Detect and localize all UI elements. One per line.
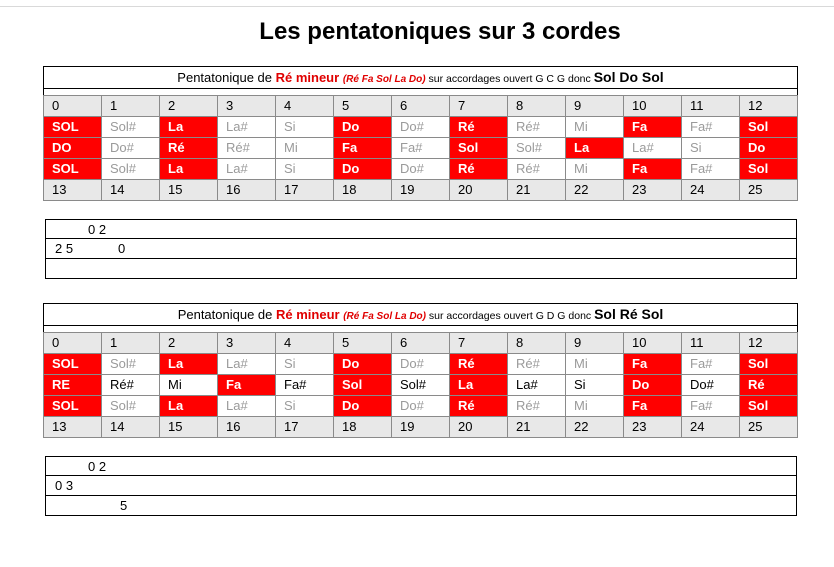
fret-number: 6: [392, 333, 450, 354]
fret-number: 11: [682, 96, 740, 117]
note-cell: Mi: [566, 117, 624, 138]
tablature-2: [45, 456, 797, 516]
scale-note-cell: La: [160, 354, 218, 375]
tab-line: [45, 219, 797, 239]
string-row: [44, 138, 798, 159]
scale-note-cell: La: [566, 138, 624, 159]
fret-number: 19: [392, 417, 450, 438]
fret-number: 6: [392, 96, 450, 117]
fret-number: 7: [450, 333, 508, 354]
fret-number: 2: [160, 333, 218, 354]
scale-section-1: [43, 66, 798, 201]
scale-note-cell: Ré: [740, 375, 798, 396]
scale-note-cell: La: [450, 375, 508, 396]
note-cell: Fa#: [682, 396, 740, 417]
note-cell: La#: [218, 396, 276, 417]
note-cell: Si: [276, 354, 334, 375]
note-cell: Ré#: [508, 159, 566, 180]
tablature-1: [45, 219, 797, 279]
fret-number: 5: [334, 333, 392, 354]
fret-number: 11: [682, 333, 740, 354]
scale-note-cell: La: [160, 159, 218, 180]
fret-number: 13: [44, 417, 102, 438]
scale-note-cell: SOL: [44, 117, 102, 138]
note-cell: Si: [276, 117, 334, 138]
fret-number: 3: [218, 96, 276, 117]
note-cell: La#: [218, 354, 276, 375]
scale-note-cell: Do: [334, 117, 392, 138]
scale-note-cell: Ré: [450, 354, 508, 375]
note-cell: Fa#: [392, 138, 450, 159]
tab-line: [45, 496, 797, 516]
fret-number: 4: [276, 333, 334, 354]
scale-note-cell: Fa: [218, 375, 276, 396]
fret-number: 10: [624, 96, 682, 117]
scale-note-cell: Sol: [740, 354, 798, 375]
fret-number: 13: [44, 180, 102, 201]
note-cell: Fa#: [682, 159, 740, 180]
header-tuning-text: sur accordages ouvert G D G donc: [426, 310, 595, 322]
note-cell: Ré#: [102, 375, 160, 396]
note-cell: Fa#: [276, 375, 334, 396]
note-cell: Sol#: [102, 159, 160, 180]
string-row: [44, 159, 798, 180]
note-cell: Fa#: [682, 354, 740, 375]
fret-number: 16: [218, 180, 276, 201]
fret-number: 23: [624, 417, 682, 438]
fret-number: 9: [566, 96, 624, 117]
fret-number: 25: [740, 180, 798, 201]
tab-frets: 0 2: [88, 459, 107, 474]
note-cell: Sol#: [508, 138, 566, 159]
header-spacer: [43, 88, 798, 95]
fret-number: 7: [450, 96, 508, 117]
note-cell: La#: [508, 375, 566, 396]
note-cell: Si: [566, 375, 624, 396]
scale-note-cell: Do: [740, 138, 798, 159]
scale-note-cell: Sol: [450, 138, 508, 159]
header-tuning: Sol Do Sol: [593, 69, 664, 85]
note-cell: Mi: [566, 159, 624, 180]
fret-number: 19: [392, 180, 450, 201]
note-cell: Mi: [566, 396, 624, 417]
fret-number: 12: [740, 96, 798, 117]
fret-number: 23: [624, 180, 682, 201]
fret-number: 14: [102, 180, 160, 201]
note-cell: Ré#: [508, 396, 566, 417]
scale-note-cell: Do: [334, 396, 392, 417]
tab-line: [45, 239, 797, 259]
fret-number: 18: [334, 180, 392, 201]
string-row: [44, 375, 798, 396]
fret-number-row-bottom: [44, 417, 798, 438]
tab-frets: 0 3: [55, 478, 74, 493]
scale-note-cell: SOL: [44, 354, 102, 375]
header-prefix: Pentatonique de: [177, 70, 276, 85]
scale-note-cell: SOL: [44, 159, 102, 180]
note-cell: Do#: [682, 375, 740, 396]
tab-frets: 0 2: [88, 222, 107, 237]
note-cell: Ré#: [508, 117, 566, 138]
fretboard-table: [43, 95, 798, 201]
scale-note-cell: Do: [334, 354, 392, 375]
note-cell: Do#: [392, 117, 450, 138]
tab-frets: 2 5: [55, 241, 74, 256]
section-header: [43, 303, 798, 325]
fretboard-table: [43, 332, 798, 438]
scale-note-cell: Fa: [624, 354, 682, 375]
scale-note-cell: Sol: [740, 117, 798, 138]
header-scale: Ré mineur: [275, 70, 340, 85]
fret-number: 0: [44, 96, 102, 117]
fret-number: 2: [160, 96, 218, 117]
note-cell: Ré#: [218, 138, 276, 159]
fret-number: 16: [218, 417, 276, 438]
note-cell: Mi: [276, 138, 334, 159]
fret-number: 1: [102, 333, 160, 354]
scale-note-cell: Fa: [624, 159, 682, 180]
note-cell: Mi: [160, 375, 218, 396]
note-cell: La#: [218, 159, 276, 180]
section-header: [43, 66, 798, 88]
fret-number: 24: [682, 180, 740, 201]
note-cell: Do#: [392, 159, 450, 180]
tab-line: [45, 456, 797, 476]
fret-number: 5: [334, 96, 392, 117]
scale-note-cell: SOL: [44, 396, 102, 417]
header-tuning-text: sur accordages ouvert G C G donc: [425, 73, 594, 85]
header-tuning: Sol Ré Sol: [594, 306, 664, 322]
fret-number: 0: [44, 333, 102, 354]
header-scale: Ré mineur: [276, 307, 340, 322]
tab-frets: 5: [120, 498, 128, 513]
fret-number: 22: [566, 417, 624, 438]
header-spacer: [43, 325, 798, 332]
note-cell: Do#: [392, 354, 450, 375]
scale-note-cell: Ré: [160, 138, 218, 159]
fret-number: 3: [218, 333, 276, 354]
fret-number: 8: [508, 96, 566, 117]
fret-number: 20: [450, 417, 508, 438]
scale-note-cell: Ré: [450, 396, 508, 417]
scale-section-2: [43, 303, 798, 438]
scale-note-cell: Fa: [334, 138, 392, 159]
fret-number: 4: [276, 96, 334, 117]
string-row: [44, 354, 798, 375]
fret-number: 24: [682, 417, 740, 438]
fret-number-row-top: [44, 96, 798, 117]
scale-note-cell: Ré: [450, 117, 508, 138]
note-cell: Do#: [102, 138, 160, 159]
note-cell: Sol#: [102, 117, 160, 138]
note-cell: La#: [624, 138, 682, 159]
scale-note-cell: Fa: [624, 117, 682, 138]
fret-number: 17: [276, 180, 334, 201]
note-cell: Si: [682, 138, 740, 159]
note-cell: Sol#: [392, 375, 450, 396]
scale-note-cell: RE: [44, 375, 102, 396]
header-scale-notes: (Ré Fa Sol La Do): [342, 74, 426, 85]
fret-number: 21: [508, 180, 566, 201]
fret-number: 12: [740, 333, 798, 354]
scale-note-cell: La: [160, 396, 218, 417]
fret-number: 20: [450, 180, 508, 201]
fret-number: 22: [566, 180, 624, 201]
note-cell: Si: [276, 159, 334, 180]
header-scale-notes: (Ré Fa Sol La Do): [343, 311, 426, 322]
fret-number: 15: [160, 180, 218, 201]
note-cell: La#: [218, 117, 276, 138]
string-row: [44, 396, 798, 417]
scale-note-cell: Ré: [450, 159, 508, 180]
fret-number: 21: [508, 417, 566, 438]
top-divider: [0, 6, 834, 7]
scale-note-cell: Sol: [740, 159, 798, 180]
fret-number-row-bottom: [44, 180, 798, 201]
page-title: Les pentatoniques sur 3 cordes: [259, 18, 621, 45]
tab-frets: 0: [118, 241, 126, 256]
fret-number-row-top: [44, 333, 798, 354]
fret-number: 15: [160, 417, 218, 438]
fret-number: 8: [508, 333, 566, 354]
scale-note-cell: Sol: [740, 396, 798, 417]
string-row: [44, 117, 798, 138]
note-cell: Sol#: [102, 354, 160, 375]
note-cell: Fa#: [682, 117, 740, 138]
note-cell: Si: [276, 396, 334, 417]
scale-note-cell: DO: [44, 138, 102, 159]
header-prefix: Pentatonique de: [177, 307, 276, 322]
note-cell: Mi: [566, 354, 624, 375]
scale-note-cell: Fa: [624, 396, 682, 417]
fret-number: 25: [740, 417, 798, 438]
fret-number: 14: [102, 417, 160, 438]
note-cell: Ré#: [508, 354, 566, 375]
fret-number: 9: [566, 333, 624, 354]
scale-note-cell: Sol: [334, 375, 392, 396]
note-cell: Do#: [392, 396, 450, 417]
note-cell: Sol#: [102, 396, 160, 417]
scale-note-cell: La: [160, 117, 218, 138]
fret-number: 10: [624, 333, 682, 354]
fret-number: 1: [102, 96, 160, 117]
tab-line: [45, 259, 797, 279]
fret-number: 17: [276, 417, 334, 438]
fret-number: 18: [334, 417, 392, 438]
scale-note-cell: Do: [624, 375, 682, 396]
scale-note-cell: Do: [334, 159, 392, 180]
tab-line: [45, 476, 797, 496]
